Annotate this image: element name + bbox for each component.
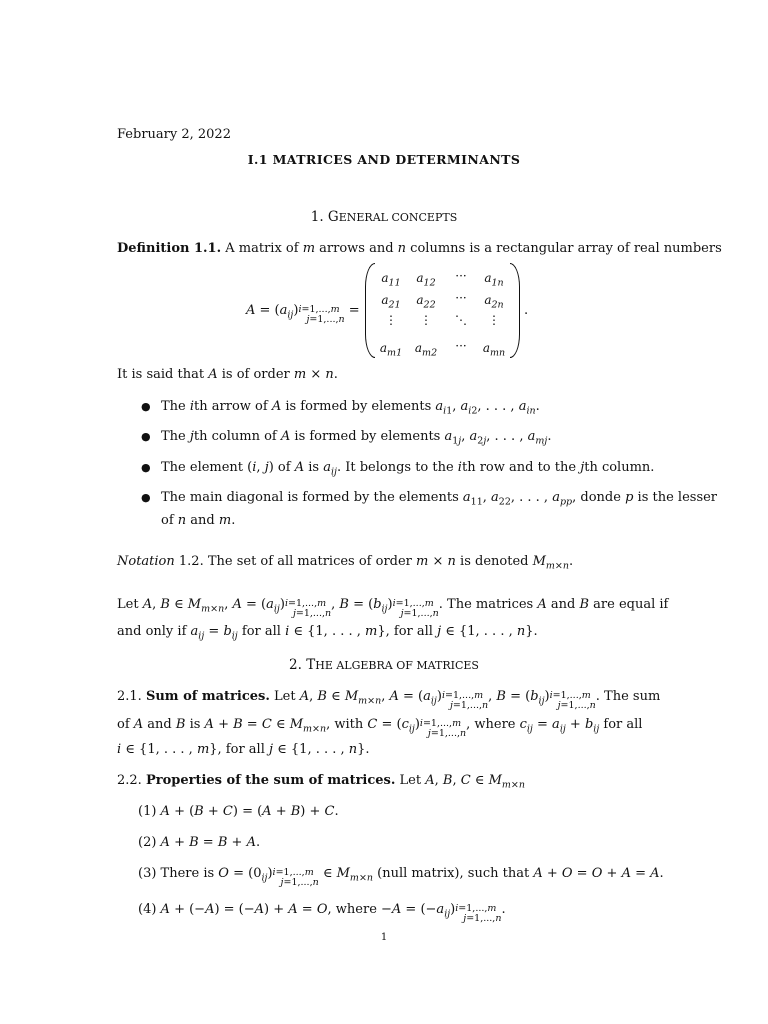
- properties-heading: 2.2. Properties of the sum of matrices. Let A, B, C ∈ $M_{m\times n}$: [117, 773, 525, 791]
- page-number: 1: [380, 932, 388, 943]
- matrix-cell: ⋮: [488, 313, 500, 327]
- bullet-item: ● The element (i, j) of A is $a_{ij}$. It belongs to the ith row and to the jth column.: [141, 460, 655, 478]
- page-title: I.1 MATRICES AND DETERMINANTS: [247, 152, 521, 167]
- matrix-right-paren: [510, 263, 520, 358]
- notation-label: Notation: [117, 554, 175, 569]
- matrix-cell: ⋮: [385, 313, 397, 327]
- matrix-display: [365, 263, 520, 358]
- notation-1-2: Notation 1.2. The set of all matrices of order m × n is denoted $M_{m\times n}$.: [117, 554, 574, 572]
- properties-label: Properties of the sum of matrices.: [145, 773, 396, 788]
- matrix-definition-lhs: $A = (a_{ij})$ i=1,...,m j=1,...,n =: [246, 303, 360, 325]
- equal-paragraph-line1: Let A, B ∈ $M_{m\times n}$, $A = (a_{ij})$ i=1,...,m j=1,...,n , $B = (b_{ij})$ i=1,...,m j=1,...,n . The matrices A and B are equal if: [117, 597, 669, 619]
- sum-paragraph-line2: of A and B is A + B = C ∈ $M_{m\times n}$, with $C = (c_{ij})$ i=1,...,m j=1,...,n , where $c_{ij} = a_{ij} + b_{ij}$ for all: [117, 717, 643, 739]
- bullet-item: ● The jth column of A is formed by elements $a_{1j}$, $a_{2j}$, . . . , $a_{mj}$.: [141, 429, 552, 447]
- definition-label: Definition 1.1.: [117, 241, 222, 256]
- matrix-cell: ⋮: [420, 313, 432, 327]
- matrix-cell: ···: [455, 339, 467, 353]
- bullet-item: ● The main diagonal is formed by the elements $a_{11}$, $a_{22}$, . . . , $a_{pp}$, donde p is the lesser: [141, 490, 718, 508]
- matrix-cell: $a_{12}$: [416, 271, 436, 289]
- date: February 2, 2022: [117, 127, 231, 142]
- bullet-item: ● The ith arrow of A is formed by elements $a_{i1}$, $a_{i2}$, . . . , $a_{in}$.: [141, 399, 540, 417]
- sum-label: Sum of matrices.: [145, 689, 270, 704]
- matrix-cell: $a_{21}$: [381, 293, 401, 311]
- sum-paragraph-line1: 2.1. Sum of matrices. Let A, B ∈ $M_{m\times n}$, $A = (a_{ij})$ i=1,...,m j=1,...,n , $B = (b_{ij})$ i=1,...,m j=1,...,n . The sum: [117, 689, 661, 711]
- matrix-cell: $a_{11}$: [381, 271, 401, 289]
- section-heading-general-concepts: 1. GENERAL CONCEPTS: [310, 209, 458, 225]
- property-item: (2) A + B = B + A.: [138, 835, 261, 850]
- property-item: (4) A + (−A) = (−A) + A = O, where $-A = (-a_{ij})$ i=1,...,m j=1,...,n .: [138, 902, 506, 924]
- matrix-cell: $a_{m2}$: [414, 341, 438, 359]
- section-heading-algebra: 2. THE ALGEBRA OF MATRICES: [289, 657, 479, 673]
- property-item: (1) A + (B + C) = (A + B) + C.: [138, 804, 339, 819]
- matrix-cell: ⋱: [455, 313, 467, 327]
- matrix-cell: $a_{mn}$: [482, 341, 506, 359]
- matrix-cell: $a_{m1}$: [379, 341, 403, 359]
- equal-paragraph-line2: and only if $a_{ij} = b_{ij}$ for all i ∈ {1, . . . , m}, for all j ∈ {1, . . . , n}.: [117, 624, 538, 642]
- bullet-continuation: of n and m.: [161, 513, 236, 528]
- matrix-cell: ···: [455, 291, 467, 305]
- matrix-cell: $a_{22}$: [416, 293, 436, 311]
- sum-paragraph-line3: i ∈ {1, . . . , m}, for all j ∈ {1, . . . , n}.: [117, 742, 370, 757]
- order-sentence: It is said that A is of order m × n.: [117, 367, 338, 382]
- matrix-period: .: [524, 303, 529, 318]
- matrix-cell: $a_{1n}$: [484, 271, 504, 289]
- property-item: (3) There is $O = (0_{ij})$ i=1,...,m j=1,...,n ∈ $M_{m\times n}$ (null matrix), such that A + O = O + A = A.: [138, 866, 664, 888]
- matrix-cell: ···: [455, 269, 467, 283]
- definition-1-1: Definition 1.1. A matrix of m arrows and n columns is a rectangular array of real numbers: [117, 241, 722, 256]
- matrix-cell: $a_{2n}$: [484, 293, 504, 311]
